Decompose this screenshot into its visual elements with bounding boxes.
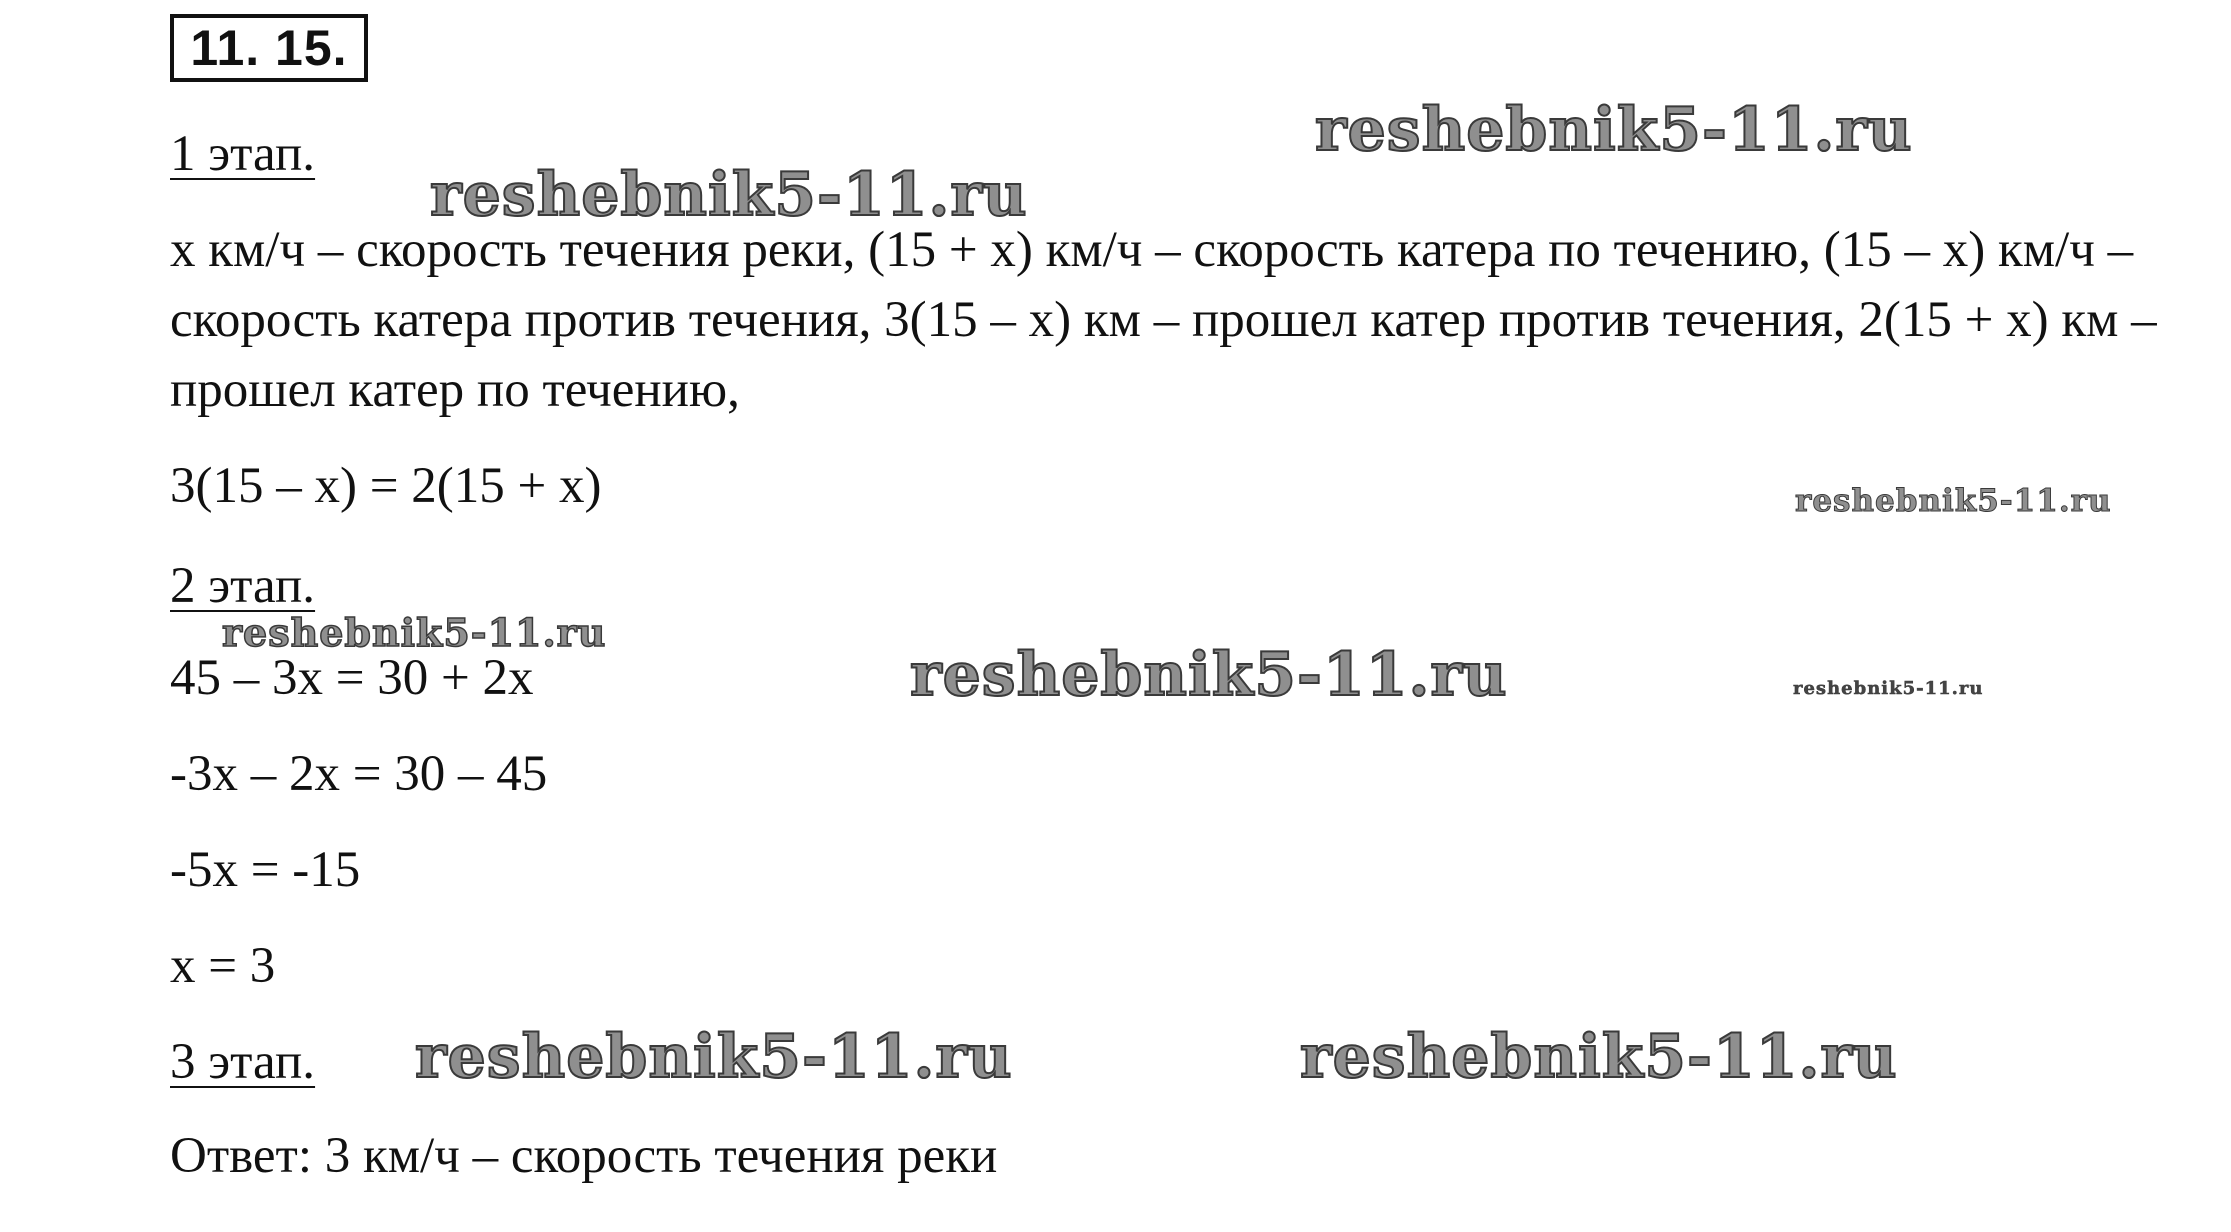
stage-2-label: 2 этап.: [170, 558, 316, 614]
stage-1-label: 1 этап.: [170, 126, 316, 182]
stage-2-step-4: х = 3: [170, 938, 276, 994]
watermark: reshebnik5-11.ru: [910, 640, 1508, 710]
watermark: reshebnik5-11.ru: [1315, 95, 1913, 165]
stage-2-step-3: -5х = -15: [170, 842, 361, 898]
watermark: reshebnik5-11.ru: [1300, 1022, 1898, 1092]
watermark: reshebnik5-11.ru: [415, 1022, 1013, 1092]
answer-text: Ответ: 3 км/ч – скорость течения реки: [170, 1128, 998, 1184]
watermark: reshebnik5-11.ru: [1793, 678, 1984, 699]
stage-1-equation: 3(15 – х) = 2(15 + х): [170, 458, 602, 514]
problem-number: 11. 15.: [170, 14, 368, 82]
stage-1-paragraph: х км/ч – скорость течения реки, (15 + х) км/ч – скорость катера по течению, (15 – х) км/ч – скорость катера против течения, 3(15 – х) км – прошел катер против течения, 2(15 + х) км – прошел катер по течению,: [170, 222, 2157, 418]
watermark: reshebnik5-11.ru: [430, 160, 1028, 230]
watermark: reshebnik5-11.ru: [222, 610, 607, 655]
stage-2-step-2: -3х – 2х = 30 – 45: [170, 746, 548, 802]
stage-3-label: 3 этап.: [170, 1034, 316, 1090]
stage-2-step-1: 45 – 3х = 30 + 2х: [170, 650, 534, 706]
watermark: reshebnik5-11.ru: [1795, 483, 2112, 519]
